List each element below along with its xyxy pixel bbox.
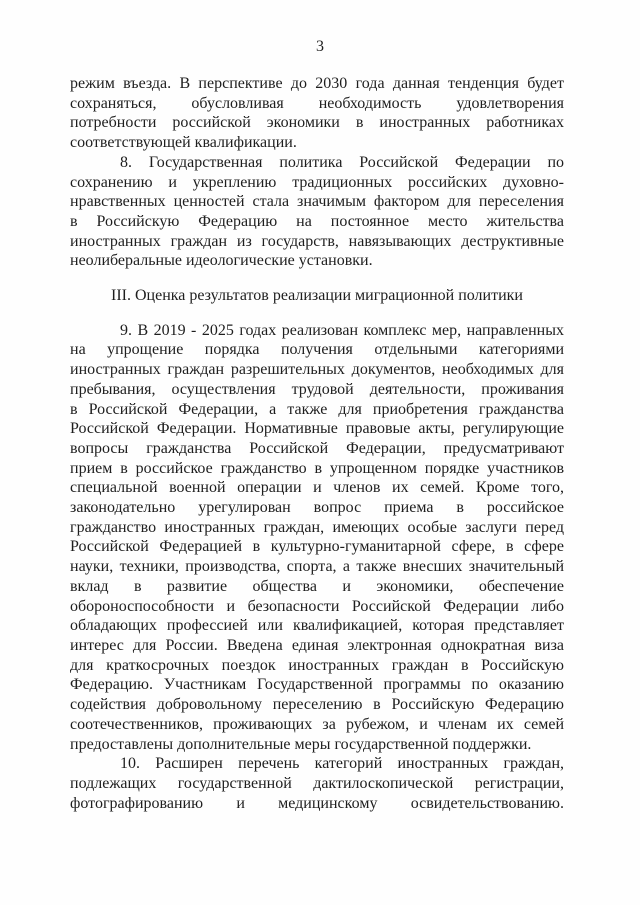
section-heading: III. Оценка результатов реализации миграционной политики — [110, 287, 523, 305]
text-line: специальной военной операции и членов их семей. Кроме того, — [70, 479, 564, 497]
text-line: обладающих профессией или квалификацией, которая представляет — [70, 617, 564, 635]
paragraph — [70, 153, 564, 271]
text-line: режим въезда. В перспективе до 2030 года данная тенденция будет — [70, 75, 564, 92]
text-line: нравственных ценностей стала значимым фактором для переселения — [70, 193, 564, 211]
text-line: Российской Федерации. Нормативные правовые акты, регулирующие — [70, 420, 564, 438]
text-line: сохранению и укреплению традиционных российских духовно- — [70, 173, 564, 191]
text-line: на упрощение порядка получения отдельными категориями — [70, 341, 564, 359]
text-line: для краткосрочных поездок иностранных граждан в Российскую — [70, 656, 564, 674]
paragraph — [70, 74, 564, 153]
text-line: потребности российской экономики в иностранных работниках — [70, 114, 564, 132]
page-number: 3 — [316, 38, 324, 55]
text-line: прием в российское гражданство в упрощенном порядке участников — [70, 459, 564, 477]
text-line: предоставлены дополнительные меры государственной поддержки. — [70, 735, 532, 753]
document-body — [70, 74, 564, 813]
paragraph — [70, 754, 564, 813]
text-line: науки, техники, производства, спорта, а также внесших значительный — [70, 558, 564, 576]
text-line: соотечественников, проживающих за рубежом, и членам их семей — [70, 715, 564, 733]
text-line: иностранных граждан разрешительных документов, необходимых для — [70, 361, 564, 379]
text-line: иностранных граждан из государств, навязывающих деструктивные — [70, 232, 564, 250]
text-line: гражданство иностранных граждан, имеющих особые заслуги перед — [70, 518, 564, 536]
paragraph — [70, 321, 564, 754]
text-line: вопросы гражданства Российской Федерации, предусматривают — [70, 439, 564, 457]
text-line: Федерацию. Участникам Государственной программы по оказанию — [70, 676, 564, 694]
text-line: фотографированию и медицинскому освидетельствованию. — [70, 794, 564, 812]
text-line: вклад в развитие общества и экономики, обеспечение — [70, 577, 564, 595]
text-line: пребывания, осуществления трудовой деятельности, проживания — [70, 380, 564, 398]
text-line: неолиберальные идеологические установки. — [70, 252, 373, 270]
text-line: содействия добровольному переселению в Российскую Федерацию — [70, 696, 564, 714]
text-line: интерес для России. Введена единая электронная однократная виза — [70, 636, 564, 654]
text-line: в Российской Федерации, а также для приобретения гражданства — [70, 400, 564, 418]
text-line: 10. Расширен перечень категорий иностранных граждан, — [120, 755, 564, 773]
text-line: соответствующей квалификации. — [70, 134, 297, 152]
text-line: 8. Государственная политика Российской Федерации по — [120, 153, 564, 171]
text-line: законодательно урегулирован вопрос приема в российское — [70, 499, 564, 517]
text-line: обороноспособности и безопасности Российской Федерации либо — [70, 597, 564, 615]
text-line: 9. В 2019 - 2025 годах реализован комплекс мер, направленных — [120, 321, 564, 339]
text-line: сохраняться, обусловливая необходимость удовлетворения — [70, 94, 564, 112]
text-line: в Российскую Федерацию на постоянное место жительства — [70, 212, 564, 230]
text-line: подлежащих государственной дактилоскопической регистрации, — [70, 774, 564, 792]
text-line: Российской Федерацией в культурно-гуманитарной сфере, в сфере — [70, 538, 564, 556]
